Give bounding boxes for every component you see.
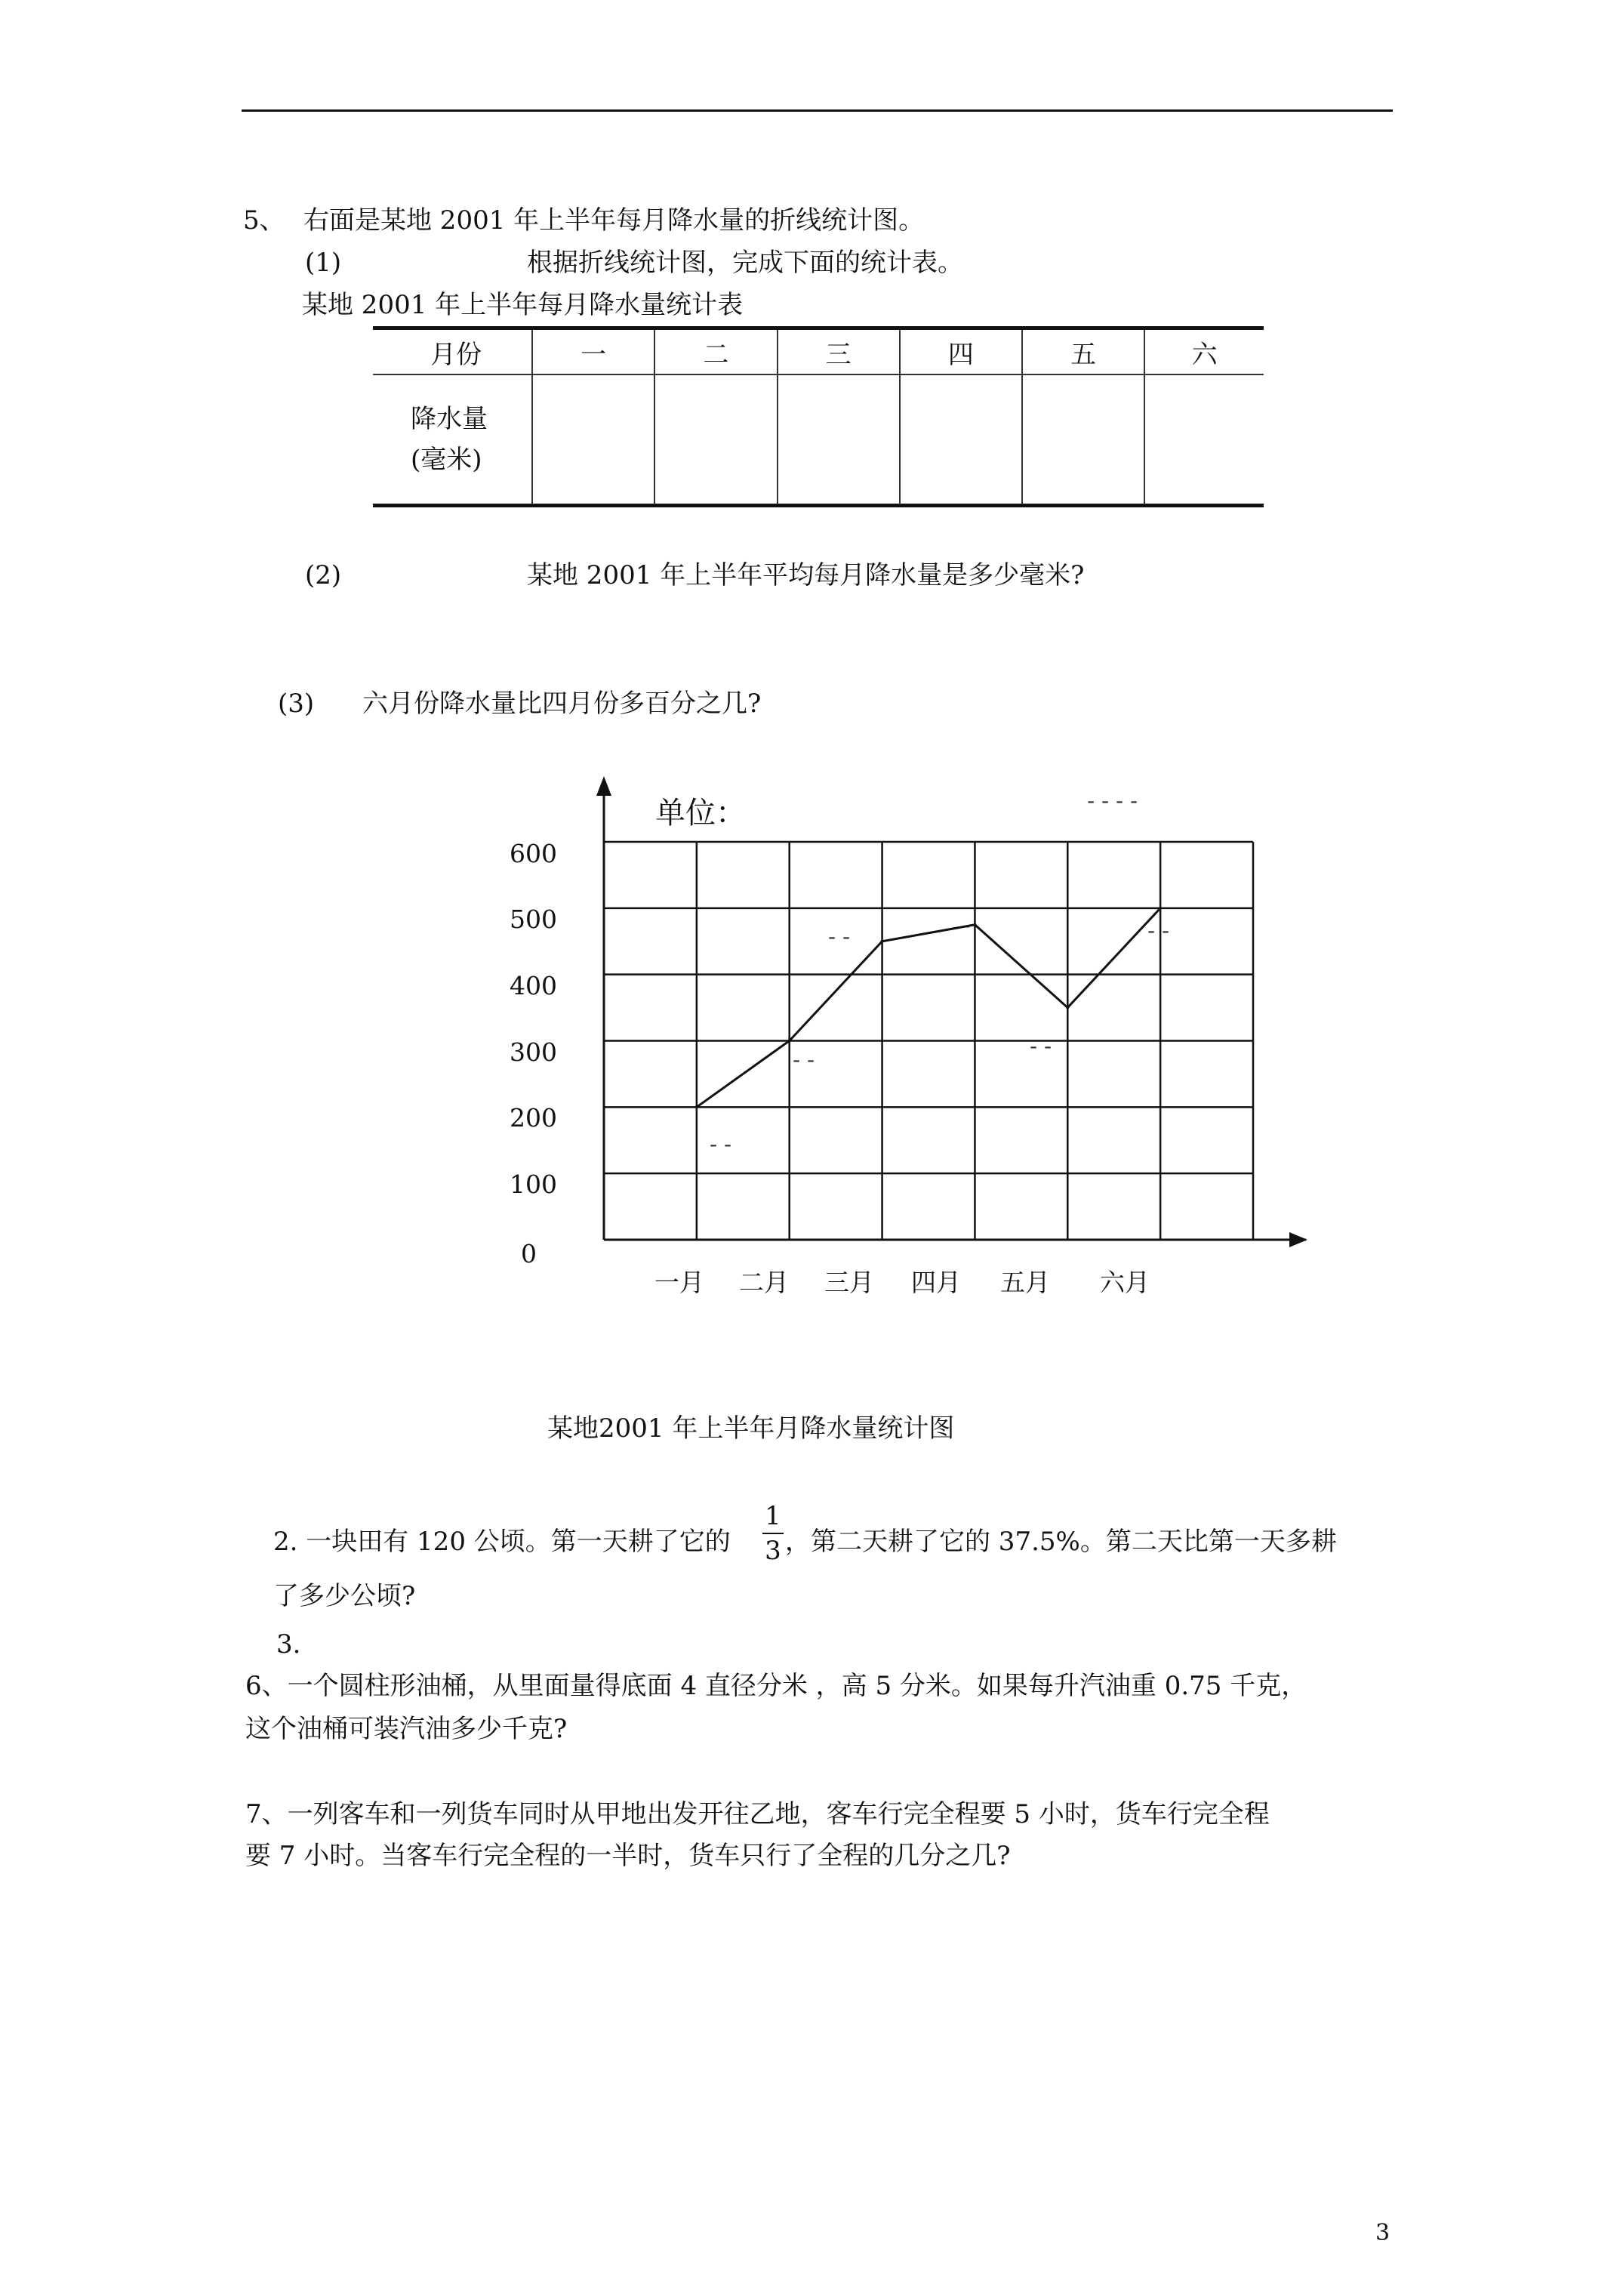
- blank-answer-cell[interactable]: [900, 374, 1022, 506]
- y-tick-labels: [510, 839, 557, 1268]
- question-7-line-1: 7、一列客车和一列货车同时从甲地出发开往乙地，客车行完全程要 5 小时，货车行完全程: [245, 1799, 1270, 1829]
- question-3-number: 3.: [276, 1629, 301, 1660]
- part-3-number: (3): [278, 689, 315, 719]
- x-tick-label: 五月: [1000, 1268, 1050, 1297]
- x-tick-labels: [654, 1268, 1150, 1297]
- x-tick-label: 六月: [1100, 1268, 1150, 1297]
- table-title: 某地 2001 年上半年每月降水量统计表: [302, 290, 744, 320]
- chart-unit-label: 单位：: [655, 796, 746, 831]
- part-2-number: (2): [305, 560, 342, 590]
- rainfall-stat-table: [373, 326, 1264, 507]
- month-cell: 六: [1144, 328, 1264, 375]
- y-tick-label: 400: [510, 971, 557, 1000]
- rainfall-series: [695, 907, 1162, 1109]
- value-label-cell: 降水量(毫米): [373, 374, 532, 506]
- x-tick-label: 二月: [739, 1268, 789, 1297]
- month-cell: 一: [532, 328, 654, 375]
- series-line: [697, 908, 1160, 1108]
- data-label-placeholder: - -: [828, 924, 851, 949]
- chart-caption: 某地2001 年上半年月降水量统计图: [547, 1413, 955, 1444]
- chart-grid: [604, 842, 1253, 1240]
- header-label-cell: 月份: [373, 328, 532, 375]
- blank-answer-cell[interactable]: [1022, 374, 1144, 506]
- data-label-placeholder: - -: [1030, 1034, 1052, 1059]
- data-label-placeholder: - -: [1147, 918, 1170, 943]
- blank-answer-cell[interactable]: [654, 374, 777, 506]
- y-axis-arrow: [596, 776, 611, 796]
- data-label-placeholder: - -: [710, 1132, 732, 1157]
- x-tick-label: 三月: [824, 1268, 874, 1297]
- question-5-number: 5、: [243, 205, 285, 236]
- y-tick-label: 200: [510, 1103, 557, 1133]
- part-2-text: 某地 2001 年上半年平均每月降水量是多少毫米?: [527, 560, 1085, 590]
- question-2-line-2: 了多少公顷?: [273, 1581, 416, 1611]
- question-2-text-before: 2. 一块田有 120 公顷。第一天耕了它的: [273, 1527, 731, 1557]
- x-axis-arrow: [1289, 1232, 1307, 1247]
- blank-answer-cell[interactable]: [778, 374, 900, 506]
- data-point: [788, 1040, 791, 1043]
- blank-answer-cell[interactable]: [532, 374, 654, 506]
- month-cell: 三: [778, 328, 900, 375]
- y-tick-label: 100: [510, 1170, 557, 1199]
- question-6-line-2: 这个油桶可装汽油多少千克?: [245, 1714, 568, 1744]
- chart-header-fragment: - - - -: [1087, 788, 1138, 813]
- rainfall-line-chart: [483, 763, 1329, 1336]
- y-tick-label: 500: [510, 905, 557, 934]
- question-6-line-1: 6、一个圆柱形油桶，从里面量得底面 4 直径分米 ，高 5 分米。如果每升汽油重 0.75 千克，: [245, 1671, 1307, 1701]
- blank-answer-cell[interactable]: [1144, 374, 1264, 506]
- part-3-text: 六月份降水量比四月份多百分之几?: [362, 689, 762, 719]
- part-1-text: 根据折线统计图，完成下面的统计表。: [527, 248, 963, 278]
- x-tick-label: 四月: [911, 1268, 961, 1297]
- x-tick-label: 一月: [654, 1268, 704, 1297]
- month-cell: 四: [900, 328, 1022, 375]
- data-label-placeholder: - -: [793, 1047, 815, 1072]
- chart-axes: [596, 776, 1307, 1247]
- page-number: 3: [1375, 2220, 1390, 2246]
- table-value-row: [373, 374, 1264, 506]
- data-point: [881, 940, 884, 943]
- fraction-one-third: [762, 1501, 784, 1566]
- y-tick-label: 600: [510, 839, 557, 868]
- data-label-placeholder: -: [962, 913, 971, 938]
- fraction-bar: [762, 1533, 784, 1534]
- data-point: [1066, 1006, 1069, 1009]
- part-1-number: (1): [305, 248, 342, 278]
- header-rule: [242, 109, 1393, 112]
- question-2-text-after: ，第二天耕了它的 37.5%。第二天比第一天多耕: [785, 1527, 1337, 1557]
- question-5-intro: 右面是某地 2001 年上半年每月降水量的折线统计图。: [303, 205, 925, 236]
- data-label-placeholders: [710, 913, 1169, 1157]
- data-point: [973, 923, 976, 926]
- fraction-denominator: 3: [765, 1536, 781, 1566]
- data-point: [695, 1105, 698, 1108]
- question-7-line-2: 要 7 小时。当客车行完全程的一半时，货车只行了全程的几分之几?: [245, 1841, 1011, 1871]
- table-header-row: [373, 328, 1264, 375]
- fraction-numerator: 1: [765, 1501, 781, 1531]
- month-cell: 五: [1022, 328, 1144, 375]
- y-tick-label: 0: [521, 1239, 537, 1268]
- y-tick-label: 300: [510, 1037, 557, 1067]
- month-cell: 二: [654, 328, 777, 375]
- data-point: [1159, 907, 1162, 910]
